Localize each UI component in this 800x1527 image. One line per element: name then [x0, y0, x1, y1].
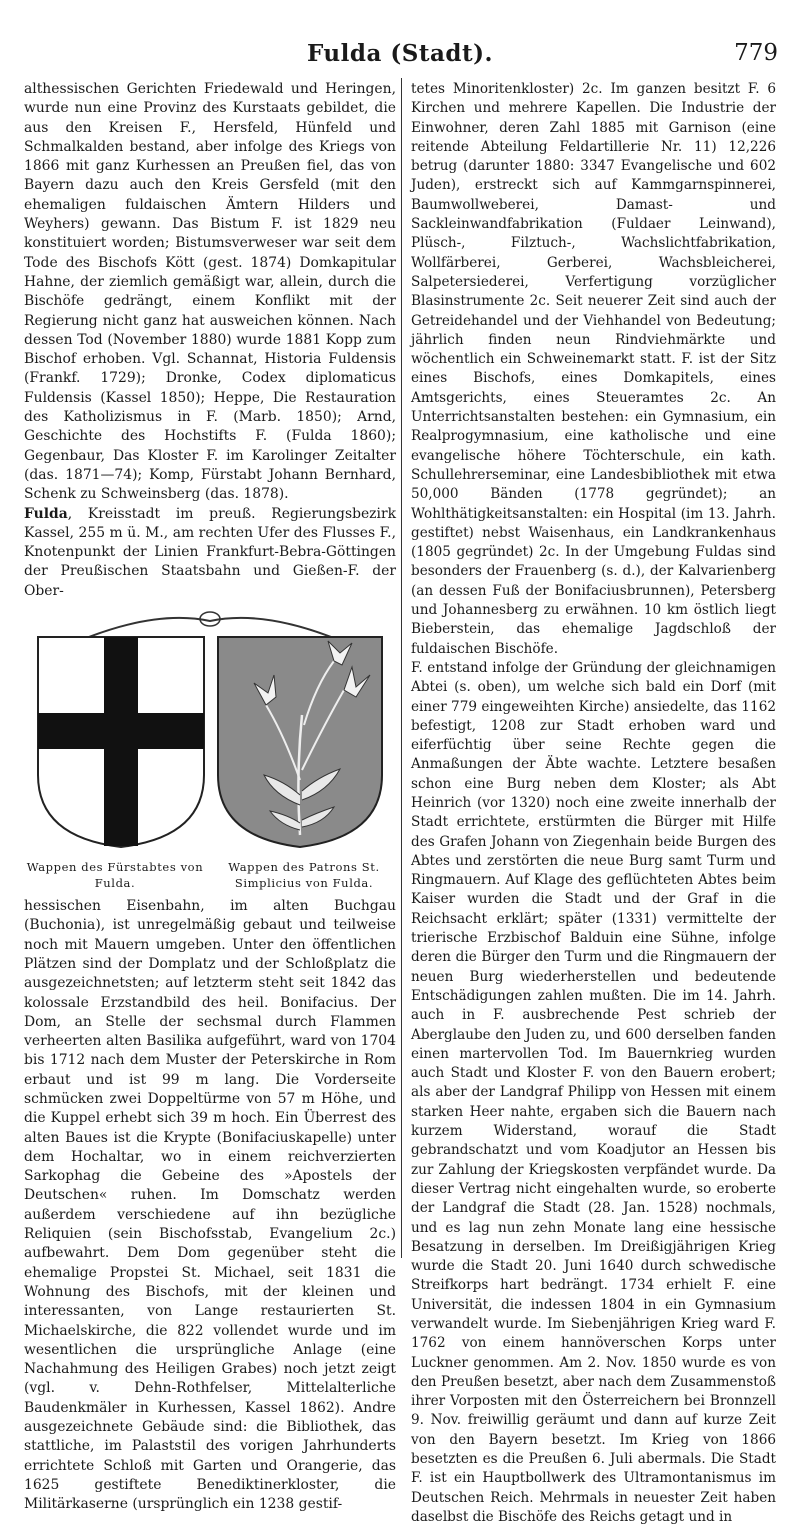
left-column: [24, 80, 396, 1515]
entry-headword: Fulda: [24, 505, 68, 522]
page-header: [22, 38, 778, 68]
column-divider: [401, 78, 402, 1258]
caption-left: Wappen des Fürstabtes von Fulda.: [26, 860, 204, 891]
coats-of-arms-illustration: [34, 605, 386, 853]
left-paragraph-history: althessischen Gerichten Friedewald und Heringen, wurde nun eine Provinz des Kurstaats gebildet, die aus den Kreisen F., Hersfeld, Hünfeld und Schmalkalden bestand, aber infolge des Kriegs von 1866 mit ganz Kurhessen an Preußen fiel, das von Bayern dazu auch den Kreis Gersfeld (mit den ehemaligen fuldaischen Ämtern Hilders und Weyhers) gewann. Das Bistum F. ist 1829 neu konstituiert worden; Bistumsverweser war seit dem Tode des Bischofs Kött (gest. 1874) Domkapitular Hahne, der ziemlich gemäßigt war, allein, durch die Bischöfe gedrängt, einem Konflikt mit der Regierung nicht ganz hat ausweichen können. Nach dessen Tod (November 1880) wurde 1881 Kopp zum Bischof erhoben. Vgl. Schannat, Historia Fuldensis (Frankf. 1729); Dronke, Codex diplomaticus Fuldensis (Kassel 1850); Heppe, Die Restauration des Katholizismus in F. (Marb. 1850); Arnd, Geschichte des Hochstifts F. (Fulda 1860); Gegenbaur, Das Kloster F. im Karolinger Zeitalter (das. 1871—74); Komp, Fürstabt Johann Bernhard, Schenk zu Schweinsberg (das. 1878).: [24, 81, 396, 503]
figure-captions: [24, 859, 396, 897]
running-title: Fulda (Stadt).: [307, 40, 493, 67]
right-paragraph-history: F. entstand infolge der Gründung der gleichnamigen Abtei (s. oben), um welche sich bald ein Dorf (mit einer 779 eingeweihten Kirche) ansiedelte, das 1162 befestigt, 1208 zur Stadt erhoben ward und eiferfüchtig über seine Rechte gegen die Anmaßungen der Äbte wachte. Letztere besaßen schon eine Burg neben dem Kloster; als Abt Heinrich (vor 1320) noch eine zweite innerhalb der Stadt errichtete, erstürmten die Bürger mit Hilfe des Grafen Johann von Ziegenhain beide Burgen des Abtes und zerstörten die neue Burg samt Turm und Ringmauern. Auf Klage des geflüchteten Abtes beim Kaiser wurden die Stadt und der Graf in die Reichsacht erklärt; später (1331) vermittelte der trierische Erzbischof Balduin eine Sühne, infolge deren die Bürger den Turm und die Ringmauern der neuen Burg wiederherstellen und bedeutende Entschädigungen zahlen mußten. Die im 14. Jahrh. auch in F. ausbrechende Pest schrieb der Aberglaube den Juden zu, und 600 derselben fanden einen martervollen Tod. Im Bauernkrieg wurden auch Stadt und Kloster F. von den Bauern erobert; als aber der Landgraf Philipp von Hessen mit einem starken Heer nahte, ergaben sich die Bauern nach kurzem Widerstand, worauf die Stadt gebrandschatzt und vom Koadjutor an Hessen bis zur Zahlung der Kriegskosten verpfändet wurde. Da dieser Vertrag nicht eingehalten wurde, so eroberte der Landgraf die Stadt (28. Jan. 1528) nochmals, und es lag nun zehn Monate lang eine hessische Besatzung in derselben. Im Dreißigjährigen Krieg wurde die Stadt 20. Juni 1640 durch schwedische Streifkorps hart bedrängt. 1734 erhielt F. eine Universität, die indessen 1804 in ein Gymnasium verwandelt wurde. Im Siebenjährigen Krieg ward F. 1762 von einem hannöverschen Korps unter Luckner genommen. Am 2. Nov. 1850 wurde es von den Preußen besetzt, aber nach dem Zusammenstoß ihrer Vorposten mit den Österreichern bei Bronnzell 9. Nov. freiwillig geräumt und dann auf kurze Zeit von den Bayern besetzt. Im Krieg von 1866 besetzten es die Preußen 6. Juli abermals. Die Stadt F. ist ein Hauptbollwerk des Ultramontanismus im Deutschen Reich. Mehrmals in neuester Zeit haben daselbst die Bischöfe des Reichs getagt und in: [411, 659, 776, 1525]
coat-of-arms-figure: [24, 605, 396, 857]
lily-shield-icon: [218, 637, 382, 847]
right-column: [411, 80, 776, 1527]
black-cross-shield-icon: [38, 637, 204, 847]
page-number: 779: [734, 40, 778, 66]
caption-right: Wappen des Patrons St. Simplicius von Fulda.: [228, 860, 380, 891]
left-paragraph-city: hessischen Eisenbahn, im alten Buchgau (Buchonia), ist unregelmäßig gebaut und teilweise noch mit Mauern umgeben. Unter den öffentlichen Plätzen sind der Domplatz und der Schloßplatz die ausgezeichnetsten; auf letzterm steht seit 1842 das kolossale Erzstandbild des heil. Bonifacius. Der Dom, an Stelle der sechsmal durch Flammen verheerten alten Basilika aufgeführt, ward von 1704 bis 1712 nach dem Muster der Peterskirche in Rom erbaut und ist 99 m lang. Die Vorderseite schmücken zwei Doppeltürme von 57 m Höhe, und die Kuppel erhebt sich 39 m hoch. Ein Überrest des alten Baues ist die Krypte (Bonifaciuskapelle) unter dem Hochaltar, wo in einem reichverzierten Sarkophag die Gebeine des »Apostels der Deutschen« ruhen. Im Domschatz werden außerdem verschiedene auf ihn bezügliche Reliquien (sein Bischofsstab, Evangelium 2c.) aufbewahrt. Dem Dom gegenüber steht die ehemalige Propstei St. Michael, seit 1831 die Wohnung des Bischofs, mit der kleinen und interessanten, von Lange restaurierten St. Michaelskirche, die 822 vollendet wurde und im wesentlichen die ursprüngliche Anlage (eine Nachahmung des Heiligen Grabes) noch jetzt zeigt (vgl. v. Dehn-Rothfelser, Mittelalterliche Baudenkmäler in Kurhessen, Kassel 1862). Andre ausgezeichnete Gebäude sind: die Bibliothek, das stattliche, im Palaststil des vorigen Jahrhunderts errichtete Schloß mit Garten und Orangerie, das 1625 gestiftete Benediktinerkloster, die Militärkaserne (ursprünglich ein 1238 gestif-: [24, 898, 396, 1513]
left-paragraph-entry: [24, 505, 396, 601]
entry-text: , Kreisstadt im preuß. Regierungsbezirk Kassel, 255 m ü. M., am rechten Ufer des Flusses F., Knotenpunkt der Linien Frankfurt-Bebra-Göttingen der Preußischen Staatsbahn und Gießen-F. der Ober-: [24, 505, 396, 599]
right-paragraph-industry: tetes Minoritenkloster) 2c. Im ganzen besitzt F. 6 Kirchen und mehrere Kapellen. Die Industrie der Einwohner, deren Zahl 1885 mit Garnison (eine reitende Abteilung Feldartillerie Nr. 11) 12,226 betrug (darunter 1880: 3347 Evangelische und 602 Juden), erstreckt sich auf Kammgarnspinnerei, Baumwollweberei, Damast- und Sackleinwandfabrikation (Fuldaer Leinwand), Plüsch-, Filztuch-, Wachslichtfabrikation, Wollfärberei, Gerberei, Wachsbleicherei, Salpetersiederei, Verfertigung vorzüglicher Blasinstrumente 2c. Seit neuerer Zeit sind auch der Getreidehandel und der Viehhandel von Bedeutung; jährlich finden neun Rindviehmärkte und wöchentlich ein Schweinemarkt statt. F. ist der Sitz eines Bischofs, eines Domkapitels, eines Amtsgerichts, eines Steueramtes 2c. An Unterrichtsanstalten bestehen: ein Gymnasium, ein Realprogymnasium, eine katholische und eine evangelische höhere Töchterschule, ein kath. Schullehrerseminar, eine Landesbibliothek mit etwa 50,000 Bänden (1778 gegründet); an Wohlthätigkeitsanstalten: ein Hospital (im 13. Jahrh. gestiftet) nebst Waisenhaus, ein Landkrankenhaus (1805 gegründet) 2c. In der Umgebung Fuldas sind besonders der Frauenberg (s. d.), der Kalvarienberg (an dessen Fuß der Bonifaciusbrunnen), Petersberg und Johannesberg zu erwähnen. 10 km östlich liegt Bieberstein, das ehemalige Jagdschloß der fuldaischen Bischöfe.: [411, 81, 776, 657]
